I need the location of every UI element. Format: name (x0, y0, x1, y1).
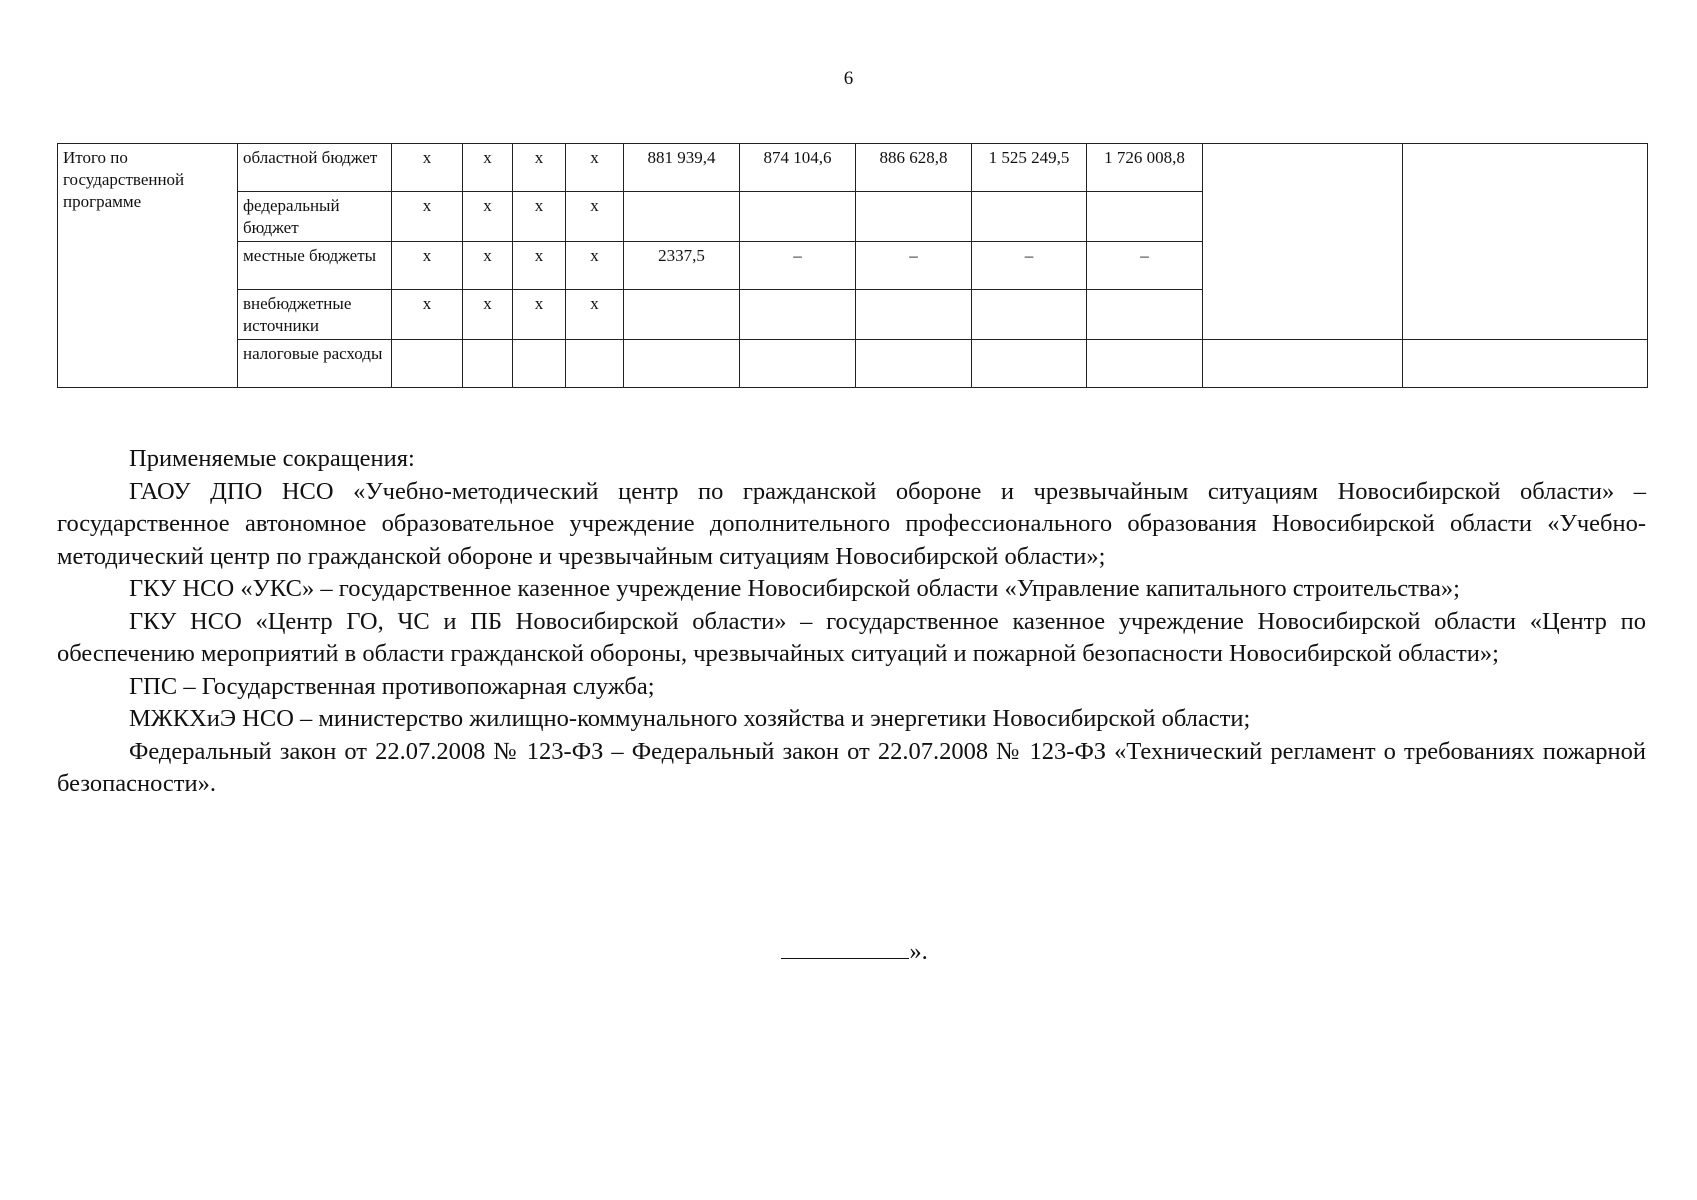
source-label: налоговые расходы (238, 340, 392, 388)
closing-underline (781, 936, 909, 959)
table-cell (972, 192, 1087, 242)
table-cell: – (972, 242, 1087, 290)
table-cell: х (513, 290, 566, 340)
table-cell (740, 290, 856, 340)
table-cell: – (1087, 242, 1203, 290)
table-cell: х (513, 242, 566, 290)
table-cell: х (392, 242, 463, 290)
table-cell: 1 525 249,5 (972, 144, 1087, 192)
abbreviation-item: ГПС – Государственная противопожарная служба; (129, 672, 655, 700)
table-cell (740, 192, 856, 242)
table-cell: 1 726 008,8 (1087, 144, 1203, 192)
source-label: федеральный бюджет (238, 192, 392, 242)
table-cell: х (566, 290, 624, 340)
table-cell: – (856, 242, 972, 290)
table-cell (566, 340, 624, 388)
table-cell: х (566, 144, 624, 192)
abbreviation-item: ГКУ НСО «Центр ГО, ЧС и ПБ Новосибирской области» – государственное казенное учреждение Новосибирской области «Центр по обеспечению мероприятий в области гражданской обороны, чрезвычайных ситуаций и пожарной безопасности Новосибирской области»; (57, 607, 1646, 667)
abbreviations-heading: Применяемые сокращения: (129, 445, 415, 472)
budget-table (57, 143, 1648, 388)
table-cell (972, 290, 1087, 340)
source-label: местные бюджеты (238, 242, 392, 290)
abbreviation-item: ГАОУ ДПО НСО «Учебно-методический центр по гражданской обороне и чрезвычайным ситуациям Новосибирской области» – государственное автономное образовательное учреждение дополнительного профессионального образования Новосибирской области «Учебно-методический центр по гражданской обороне и чрезвычайным ситуациям Новосибирской области»; (57, 477, 1646, 570)
table-cell (624, 290, 740, 340)
table-cell: х (513, 144, 566, 192)
closing-quote: ». (909, 938, 928, 965)
table-row (58, 340, 1648, 388)
table-cell: х (566, 192, 624, 242)
table-cell (856, 290, 972, 340)
table-cell (624, 340, 740, 388)
abbreviation-item: ГКУ НСО «УКС» – государственное казенное учреждение Новосибирской области «Управление капитального строительства»; (129, 575, 1460, 602)
table-cell: х (392, 290, 463, 340)
source-label: внебюджетные источники (238, 290, 392, 340)
table-cell (1087, 192, 1203, 242)
table-cell: 886 628,8 (856, 144, 972, 192)
table-cell: 2337,5 (624, 242, 740, 290)
table-cell-empty (1403, 144, 1648, 340)
table-cell (856, 192, 972, 242)
table-cell-empty (1203, 144, 1403, 340)
table-cell (1087, 340, 1203, 388)
table-cell: х (566, 242, 624, 290)
table-row (58, 144, 1648, 192)
table-cell (1087, 290, 1203, 340)
source-label: областной бюджет (238, 144, 392, 192)
table-cell (392, 340, 463, 388)
page-number: 6 (843, 68, 854, 89)
table-cell: х (392, 144, 463, 192)
table-cell (740, 340, 856, 388)
row-header-cell: Итого по государственной программе (58, 144, 238, 388)
table-cell (624, 192, 740, 242)
table-cell-empty (1203, 340, 1403, 388)
table-cell: х (392, 192, 463, 242)
table-cell: 881 939,4 (624, 144, 740, 192)
table-cell (856, 340, 972, 388)
table-cell: 874 104,6 (740, 144, 856, 192)
table-cell (513, 340, 566, 388)
table-cell-empty (1403, 340, 1648, 388)
table-cell: х (463, 192, 513, 242)
table-cell (463, 340, 513, 388)
table-cell: х (463, 242, 513, 290)
abbreviation-item: Федеральный закон от 22.07.2008 № 123-ФЗ – Федеральный закон от 22.07.2008 № 123-ФЗ «Технический регламент о требованиях пожарной безопасности». (57, 737, 1646, 797)
table-cell: – (740, 242, 856, 290)
table-cell (972, 340, 1087, 388)
abbreviations-section (57, 443, 1646, 801)
closing-mark (0, 936, 1697, 966)
table-cell: х (513, 192, 566, 242)
abbreviation-item: МЖКХиЭ НСО – министерство жилищно-коммунального хозяйства и энергетики Новосибирской области; (129, 705, 1251, 732)
table-cell: х (463, 290, 513, 340)
table-cell: х (463, 144, 513, 192)
